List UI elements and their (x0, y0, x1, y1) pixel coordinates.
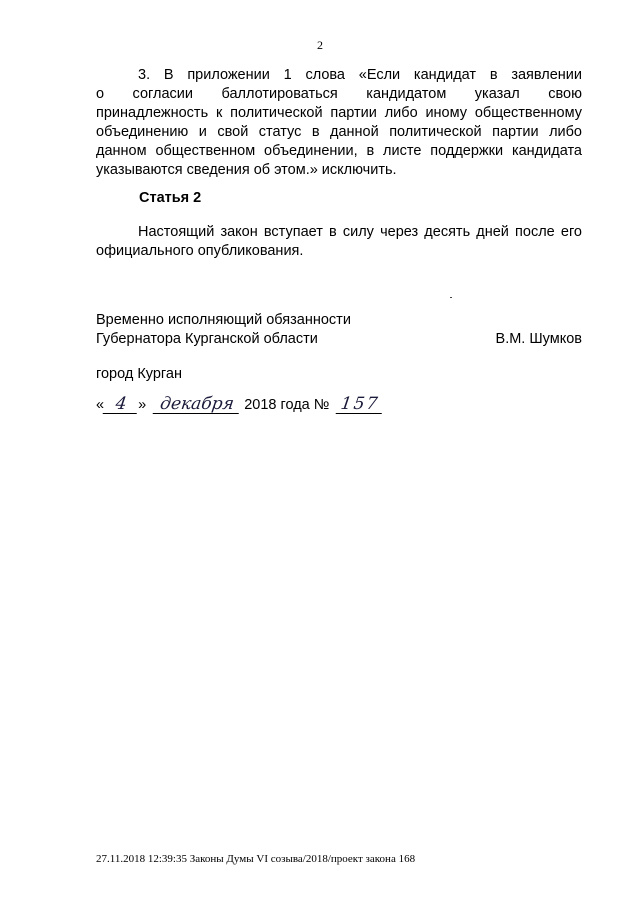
signatory-position-line-1: Временно исполняющий обязанности (96, 312, 351, 328)
signature-block (96, 311, 582, 349)
clause-3-line-2: о согласии баллотироваться кандидатом указал свою (96, 86, 582, 102)
signatory-position-line-2: Губернатора Курганской области (96, 331, 318, 347)
signatory-name: В.М. Шумков (495, 331, 582, 347)
scan-speck (450, 297, 452, 298)
clause-3-line-5: данном общественном объединении, в листе поддержки кандидата (96, 143, 582, 159)
year-and-number-label: 2018 года № (244, 397, 330, 413)
date-close-quote: » (138, 397, 147, 413)
clause-3-paragraph (96, 66, 582, 180)
date-open-quote: « (96, 397, 105, 413)
document-footer: 27.11.2018 12:39:35 Законы Думы VI созыва/2018/проект закона 168 (96, 853, 416, 865)
handwritten-month: декабря (153, 395, 242, 414)
handwritten-day: 4 (103, 395, 140, 414)
clause-3-line-1: 3. В приложении 1 слова «Если кандидат в заявлении (138, 67, 582, 83)
clause-3-line-4: объединению и свой статус в данной политической партии либо (96, 124, 582, 140)
article-2-line-2: официального опубликования. (96, 243, 304, 259)
article-2-paragraph (96, 223, 582, 261)
article-2-line-1: Настоящий закон вступает в силу через десять дней после его (138, 224, 582, 240)
page-number: 2 (317, 38, 323, 52)
clause-3-line-6: указываются сведения об этом.» исключить. (96, 162, 397, 178)
clause-3-line-3: принадлежность к политической партии либо иному общественному (96, 105, 582, 121)
article-2-heading: Статья 2 (139, 190, 202, 206)
handwritten-law-number: 157 (336, 395, 385, 414)
law-date-line (96, 395, 383, 415)
city-label: город Курган (96, 366, 182, 382)
